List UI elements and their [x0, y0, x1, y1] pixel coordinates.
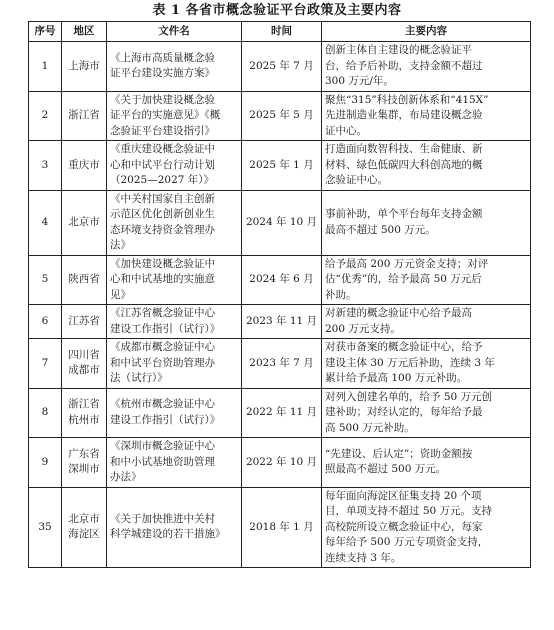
table-body: [29, 42, 531, 568]
file-line: 心和中试平台行动计划: [110, 158, 215, 171]
content-line: 聚焦“315”科技创新体系和“415X”: [325, 93, 489, 106]
file-line: 办法》: [110, 471, 142, 483]
file-line: 《成都市概念验证中心: [110, 341, 215, 353]
content-cell: [322, 91, 531, 141]
header-row: [29, 22, 531, 42]
content-line: 高 500 万元补助。: [325, 421, 415, 434]
table-row: [29, 388, 531, 438]
file-line: 见》: [110, 288, 131, 301]
content-cell: [322, 305, 531, 339]
document-name-cell: [107, 305, 242, 339]
file-line: 法》: [110, 239, 131, 251]
file-line: 《杭州市概念验证中心: [110, 398, 215, 411]
content-cell: [322, 42, 531, 92]
content-line: 高校院所设立概念验证中心，每家: [325, 520, 483, 533]
row-number: 1: [29, 42, 62, 92]
content-line: 对列入创建名单的，给予 50 万元创: [325, 390, 493, 403]
content-cell: [322, 388, 531, 438]
region-cell: [62, 438, 107, 488]
header-cell-date: 时间: [242, 22, 322, 42]
content-line: 打造面向数智科技、生命健康、新: [325, 143, 483, 155]
file-line: 心和中试基地的实施意: [110, 273, 215, 285]
table-row: [29, 438, 531, 488]
region-cell: [62, 42, 107, 92]
file-line: 念验证平台建设指引》: [110, 124, 215, 137]
file-line: 《重庆建设概念验证中: [110, 143, 215, 155]
document-name-cell: [107, 190, 242, 255]
document-name-cell: [107, 42, 242, 92]
region-line: 江苏省: [68, 314, 100, 327]
region-line: 浙江省: [68, 398, 100, 411]
row-number: 2: [29, 91, 62, 141]
content-line: 每年给予 500 万元专项资金支持，: [325, 536, 489, 548]
row-number: 7: [29, 339, 62, 389]
header-cell-file: 文件名: [107, 22, 242, 42]
region-cell: [62, 255, 107, 305]
table-row: [29, 339, 531, 389]
file-line: 科学城建设的若干措施》: [110, 528, 226, 541]
document-name-cell: [107, 141, 242, 191]
content-line: 给予最高 200 万元资金支持；对评: [325, 257, 489, 270]
file-line: 《加快建设概念验证中: [110, 257, 215, 270]
table-row: [29, 190, 531, 255]
file-line: 建设工作指引（试行）》: [110, 322, 221, 335]
table-row: [29, 91, 531, 141]
region-cell: [62, 339, 107, 389]
date-cell: 2022 年 11 月: [242, 388, 322, 438]
region-line: 成都市: [68, 364, 100, 377]
header-cell-no: 序号: [29, 22, 62, 42]
content-line: 估“优秀”的，给予最高 50 万元后: [325, 273, 482, 285]
file-line: 《上海市高质量概念验: [110, 51, 215, 64]
document-name-cell: [107, 487, 242, 568]
region-line: 陕西省: [68, 273, 100, 285]
document-name-cell: [107, 339, 242, 389]
content-line: 建设主体 30 万元后补助，连续 3 年: [325, 356, 495, 369]
file-line: 《中关村国家自主创新: [110, 192, 215, 205]
content-line: 目，单项支持不超过 50 万元。支持: [325, 505, 493, 517]
row-number: 3: [29, 141, 62, 191]
file-line: 和中小试基地资助管理: [110, 455, 215, 468]
date-cell: 2024 年 10 月: [242, 190, 322, 255]
date-cell: 2023 年 7 月: [242, 339, 322, 389]
document-name-cell: [107, 438, 242, 488]
header-cell-region: 地区: [62, 22, 107, 42]
content-line: 200 万元支持。: [325, 322, 401, 335]
region-cell: [62, 487, 107, 568]
table-row: [29, 42, 531, 92]
date-cell: 2022 年 10 月: [242, 438, 322, 488]
row-number: 8: [29, 388, 62, 438]
file-line: 《深圳市概念验证中心: [110, 440, 215, 452]
region-cell: [62, 141, 107, 191]
table-caption: 表 1 各省市概念验证平台政策及主要内容: [152, 3, 402, 18]
file-line: 建设工作指引（试行）》: [110, 413, 221, 426]
date-cell: 2025 年 7 月: [242, 42, 322, 92]
row-number: 35: [29, 487, 62, 568]
region-line: 杭州市: [68, 413, 100, 426]
content-line: 材料、绿色低碳四大科创高地的概: [325, 158, 483, 171]
content-cell: [322, 255, 531, 305]
region-line: 广东省: [68, 447, 100, 460]
table-row: [29, 305, 531, 339]
file-line: 《关于加快推进中关村: [110, 512, 215, 525]
file-line: 和中试平台资助管理办: [110, 356, 215, 369]
date-cell: 2024 年 6 月: [242, 255, 322, 305]
document-name-cell: [107, 388, 242, 438]
content-line: 补助。: [325, 288, 357, 301]
document-name-cell: [107, 91, 242, 141]
region-line: 深圳市: [68, 463, 100, 476]
file-line: （2025—2027 年）》: [110, 174, 215, 186]
row-number: 4: [29, 190, 62, 255]
file-line: 态环境支持资金管理办: [110, 223, 215, 236]
file-line: 示范区优化创新创业生: [110, 208, 215, 220]
content-line: 台，给予后补助，支持金额不超过: [325, 59, 483, 72]
file-line: 证平台的实施意见》《概: [110, 109, 221, 121]
region-cell: [62, 388, 107, 438]
content-line: 创新主体自主建设的概念验证平: [325, 44, 472, 56]
region-line: 上海市: [68, 59, 100, 72]
content-line: 先进制造业集群，布局建设概念验: [325, 109, 483, 121]
document-name-cell: [107, 255, 242, 305]
policy-table: [28, 21, 531, 568]
content-cell: [322, 190, 531, 255]
content-line: 建补助；对经认定的，每年给予最: [325, 406, 483, 418]
file-line: 《江苏省概念验证中心: [110, 307, 215, 319]
content-line: “先建设、后认定”；资助金额按: [325, 447, 473, 460]
region-line: 四川省: [68, 348, 100, 361]
row-number: 9: [29, 438, 62, 488]
content-line: 累计给予最高 100 万元补助。: [325, 372, 468, 384]
content-line: 最高不超过 500 万元。: [325, 223, 436, 236]
header-cell-content: 主要内容: [322, 22, 531, 42]
file-line: 证平台建设实施方案》: [110, 67, 215, 80]
content-line: 连续支持 3 年。: [325, 551, 402, 564]
row-number: 5: [29, 255, 62, 305]
file-line: 法（试行）》: [110, 372, 168, 384]
content-line: 每年面向海淀区征集支持 20 个项: [325, 489, 482, 502]
region-cell: [62, 91, 107, 141]
content-line: 证中心。: [325, 124, 367, 137]
content-line: 照最高不超过 500 万元。: [325, 463, 447, 476]
row-number: 6: [29, 305, 62, 339]
content-cell: [322, 141, 531, 191]
content-line: 对获市备案的概念验证中心，给予: [325, 341, 483, 353]
date-cell: 2025 年 5 月: [242, 91, 322, 141]
region-cell: [62, 190, 107, 255]
region-line: 北京市: [68, 512, 100, 525]
file-line: 《关于加快建设概念验: [110, 93, 215, 106]
date-cell: 2018 年 1 月: [242, 487, 322, 568]
table-row: [29, 487, 531, 568]
content-cell: [322, 487, 531, 568]
content-line: 300 万元/年。: [325, 75, 394, 87]
region-line: 浙江省: [68, 109, 100, 121]
date-cell: 2023 年 11 月: [242, 305, 322, 339]
content-line: 念验证中心。: [325, 174, 388, 186]
content-line: 事前补助，单个平台每年支持金额: [325, 208, 483, 220]
date-cell: 2025 年 1 月: [242, 141, 322, 191]
region-line: 海淀区: [68, 528, 100, 541]
region-line: 北京市: [68, 215, 100, 228]
table-row: [29, 141, 531, 191]
content-cell: [322, 438, 531, 488]
content-cell: [322, 339, 531, 389]
content-line: 对新建的概念验证中心给予最高: [325, 307, 472, 319]
region-line: 重庆市: [68, 158, 100, 171]
table-row: [29, 255, 531, 305]
region-cell: [62, 305, 107, 339]
